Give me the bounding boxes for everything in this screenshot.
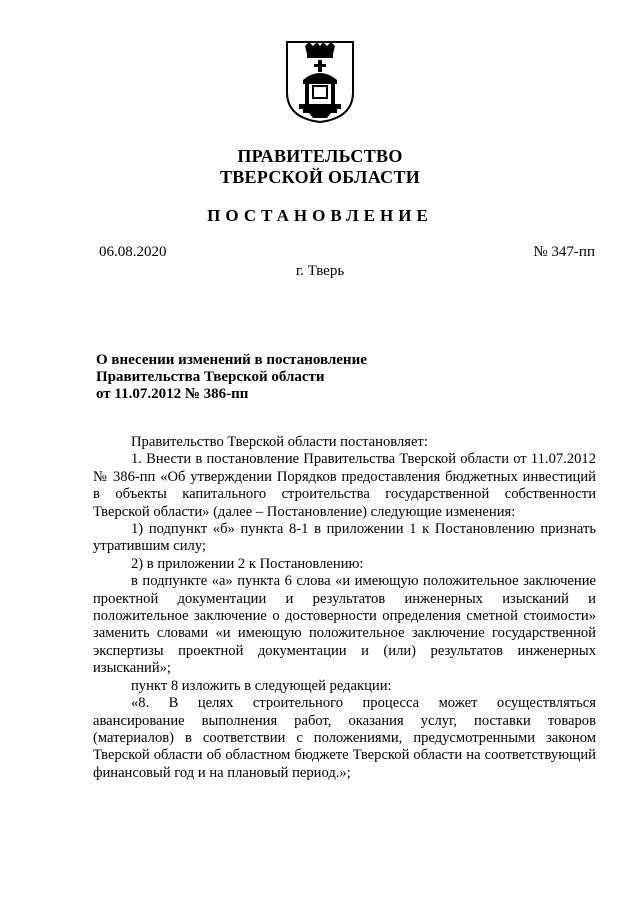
body-paragraph: 2) в приложении 2 к Постановлению:	[131, 555, 364, 572]
body-paragraph: в подпункте «а» пункта 6 слова «и имеющую положительное заключение проектной документации и результатов инженерных изысканий и положительное заключение о достоверности определения сметной стоимости» заменить словами «и имеющую положительное заключение государственной экспертизы проектной документации и (или) результатов инженерных изысканий»;	[93, 573, 596, 677]
tver-coat-of-arms-icon	[283, 40, 357, 124]
document-body	[93, 434, 596, 782]
document-number: № 347-пп	[533, 244, 595, 260]
document-city: г. Тверь	[295, 263, 345, 279]
document-date: 06.08.2020	[99, 244, 167, 260]
document-subject	[96, 352, 367, 403]
body-paragraph: 1. Внести в постановление Правительства Тверской области от 11.07.2012 № 386-пп «Об утверждении Порядков предоставления бюджетных инвестиций в объекты капитального строительства государственной собственности Тверской области» (далее – Постановление) следующие изменения:	[93, 451, 596, 520]
government-name-line1: ПРАВИТЕЛЬСТВО	[237, 146, 403, 166]
subject-line: Правительства Тверской области	[96, 369, 325, 385]
body-paragraph: пункт 8 изложить в следующей редакции:	[131, 677, 392, 694]
subject-line: О внесении изменений в постановление	[96, 352, 367, 368]
body-paragraph: Правительство Тверской области постановляет:	[131, 434, 428, 450]
body-paragraph: 1) подпункт «б» пункта 8-1 в приложении 1 к Постановлению признать утратившим силу;	[93, 521, 596, 555]
government-name-line2: ТВЕРСКОЙ ОБЛАСТИ	[219, 167, 421, 187]
subject-line: от 11.07.2012 № 386-пп	[96, 386, 249, 402]
body-paragraph: «8. В целях строительного процесса может осуществляться авансирование выполнения работ, оказания услуг, поставки товаров (материалов) в соответствии с положениями, предусмотренными законом Тверской области об областном бюджете Тверской области на соответствующий финансовый год и на плановый период.»;	[93, 695, 596, 781]
document-type: ПОСТАНОВЛЕНИЕ	[207, 206, 433, 225]
